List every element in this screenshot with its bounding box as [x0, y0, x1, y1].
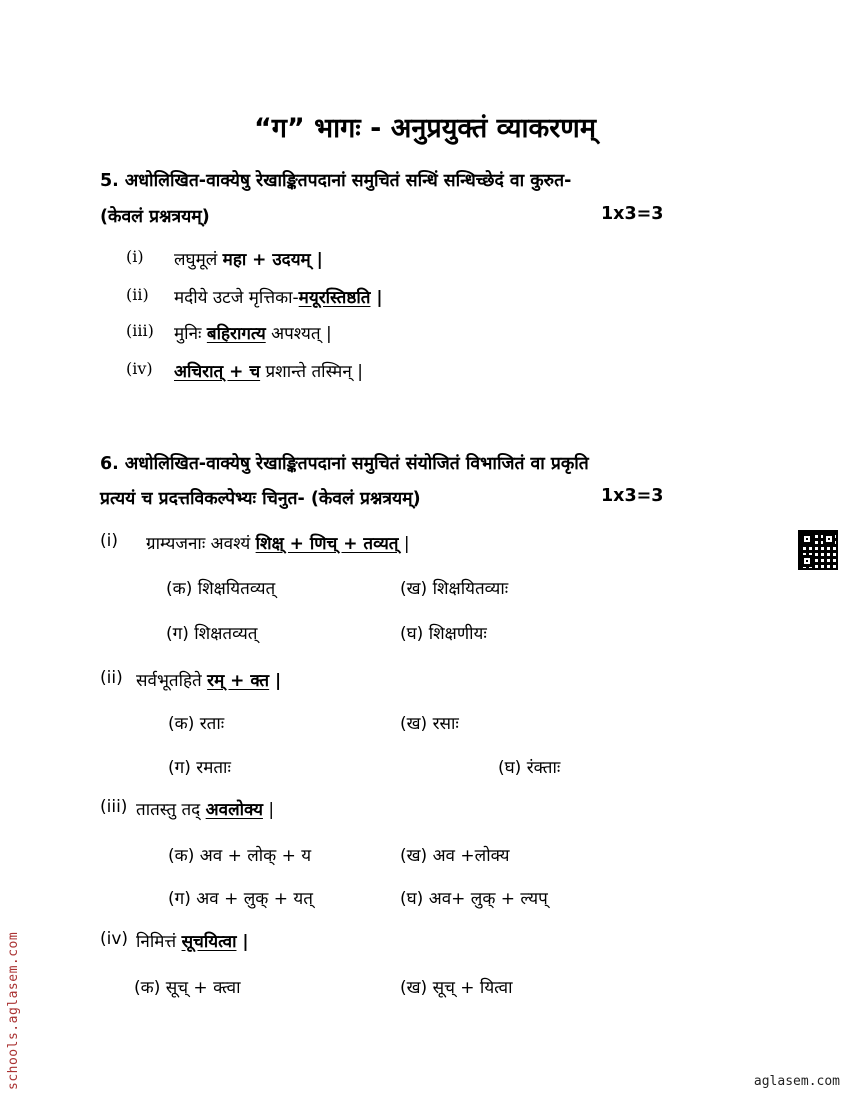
item-text: मुनिः: [174, 324, 202, 344]
item-text: निमित्तं: [136, 932, 177, 952]
q6-heading: 6. अधोलिखित-वाक्येषु रेखाङ्कितपदानां समुचितं संयोजितं विभाजितं वा प्रकृति: [100, 454, 589, 474]
item-number: (i): [100, 531, 118, 551]
item-number: (iii): [126, 321, 154, 340]
option-ka: (क) सूच् + क्त्वा: [134, 978, 241, 998]
option-ga: (ग) रमताः: [168, 758, 231, 778]
option-ga: (ग) शिक्षतव्यत्: [166, 624, 258, 644]
footer-watermark: aglasem.com: [753, 1074, 840, 1089]
q6-item: [100, 668, 282, 691]
item-end: |: [262, 800, 275, 820]
item-underlined-word: अचिरात् + च: [174, 362, 261, 382]
item-number: (ii): [100, 668, 123, 688]
q5-marks: 1x3=3: [601, 204, 664, 224]
q6-marks: 1x3=3: [601, 486, 664, 506]
q6-item: [100, 797, 275, 820]
option-ga: (ग) अव + लुक् + यत्: [168, 889, 313, 909]
item-underlined-word: अवलोक्य: [205, 800, 263, 820]
item-number: (iv): [100, 929, 129, 949]
option-kha: (ख) अव +लोक्य: [400, 846, 510, 866]
item-end: |: [310, 250, 323, 270]
option-kha: (ख) रसाः: [400, 714, 459, 734]
item-underlined-word: शिक्ष् + णिच् + तव्यत्: [255, 534, 399, 554]
qr-finder-icon: [823, 533, 835, 545]
q5-heading: 5. अधोलिखित-वाक्येषु रेखाङ्कितपदानां समुचितं सन्धिं सन्धिच्छेदं वा कुरुत-: [100, 171, 572, 191]
item-underlined-word: बहिरागत्य: [206, 324, 266, 344]
q5-item: [126, 247, 323, 270]
item-target-word: महा + उदयम्: [222, 250, 311, 270]
qr-finder-icon: [801, 533, 813, 545]
item-end: प्रशान्ते तस्मिन् |: [260, 362, 363, 382]
item-end: |: [269, 671, 282, 691]
item-underlined-word: मयूरस्तिष्ठति: [298, 288, 371, 308]
item-number: (i): [126, 247, 144, 266]
qr-finder-icon: [801, 555, 813, 567]
item-underlined-word: सूचयित्वा: [181, 932, 237, 952]
item-text: मदीये उटजे मृत्तिका-: [174, 288, 299, 308]
option-gha: (घ) अव+ लुक् + ल्यप्: [400, 889, 548, 909]
qr-code-icon[interactable]: [798, 530, 838, 570]
item-end: |: [236, 932, 249, 952]
item-number: (ii): [126, 285, 149, 304]
option-kha: (ख) सूच् + यित्वा: [400, 978, 513, 998]
item-text: लघुमूलं: [174, 250, 218, 270]
item-text: तातस्तु तद्: [136, 800, 201, 820]
option-ka: (क) अव + लोक् + य: [168, 846, 312, 866]
option-ka: (क) शिक्षयितव्यत्: [166, 579, 276, 599]
q5-item: [126, 359, 363, 382]
option-gha: (घ) रंक्ताः: [498, 758, 561, 778]
item-number: (iii): [100, 797, 128, 817]
option-gha: (घ) शिक्षणीयः: [400, 624, 487, 644]
item-end: |: [398, 534, 410, 554]
side-watermark: schools.aglasem.com: [6, 931, 21, 1090]
item-end: |: [370, 288, 383, 308]
q6-item: [100, 531, 410, 554]
q6-instruction: प्रत्ययं च प्रदत्तविकल्पेभ्यः चिनुत- (केवलं प्रश्नत्रयम्): [100, 489, 421, 509]
q5-item: [126, 321, 332, 344]
item-end: अपश्यत् |: [265, 324, 332, 344]
option-ka: (क) रताः: [168, 714, 225, 734]
option-kha: (ख) शिक्षयितव्याः: [400, 579, 509, 599]
item-text: ग्राम्यजनाः अवश्यं: [146, 534, 251, 554]
item-number: (iv): [126, 359, 153, 378]
q6-item: [100, 929, 249, 952]
section-title: “ग” भागः - अनुप्रयुक्तं व्याकरणम्: [254, 113, 596, 144]
q5-instruction: (केवलं प्रश्नत्रयम्): [100, 207, 210, 227]
item-text: सर्वभूतहिते: [136, 671, 202, 691]
item-underlined-word: रम् + क्त: [207, 671, 270, 691]
q5-item: [126, 285, 383, 308]
